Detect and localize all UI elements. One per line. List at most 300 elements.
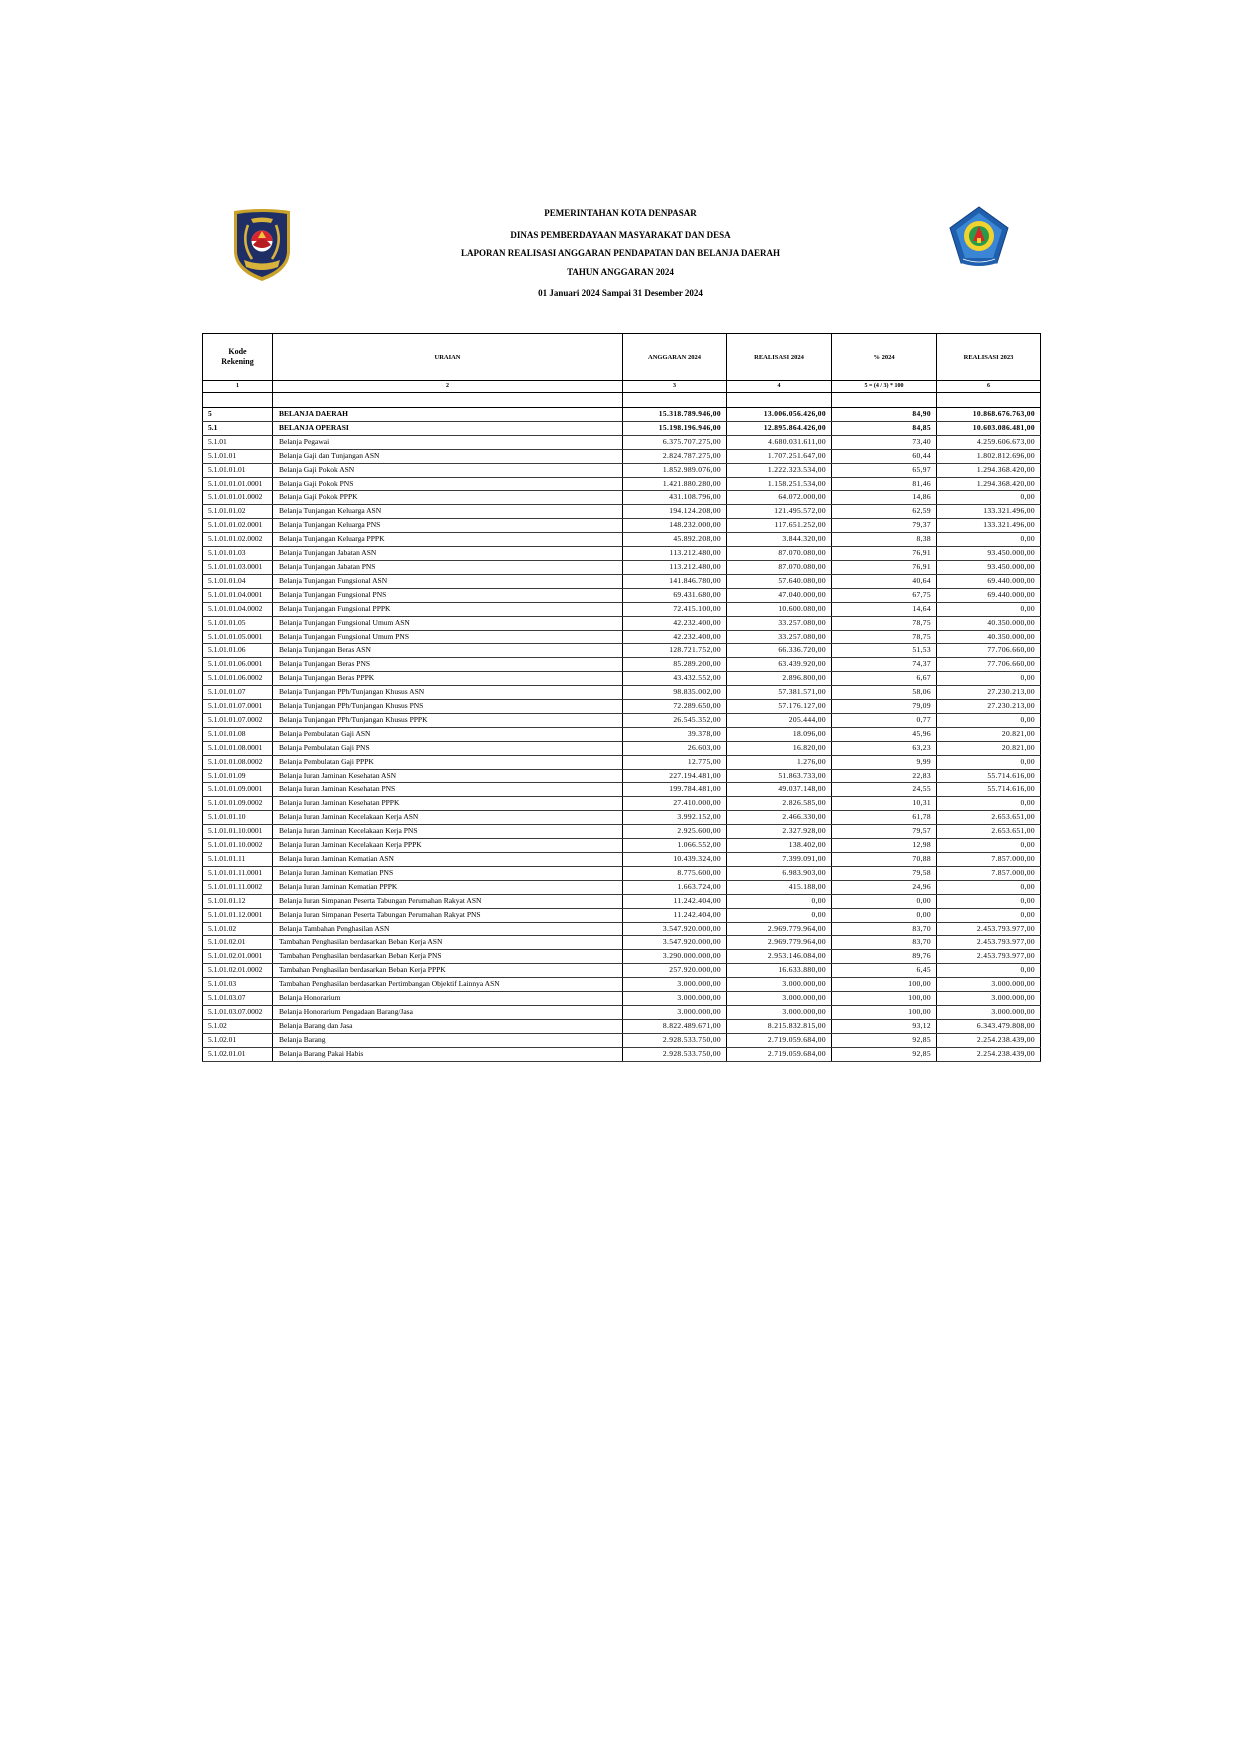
budget-2024-cell: 1.663.724,00: [623, 880, 727, 894]
percentage-2024-cell: 10,31: [832, 797, 937, 811]
government-name: PEMERINTAHAN KOTA DENPASAR: [544, 208, 697, 218]
realization-2023-cell: 7.857.000,00: [937, 866, 1041, 880]
column-number: 5 = (4 / 3) * 100: [832, 381, 937, 393]
table-row: [203, 491, 1041, 505]
agency-name: DINAS PEMBERDAYAAN MASYARAKAT DAN DESA: [510, 230, 731, 240]
realization-2024-cell: 16.633.880,00: [727, 964, 832, 978]
percentage-2024-cell: 40,64: [832, 574, 937, 588]
budget-2024-cell: 39.378,00: [623, 727, 727, 741]
realization-2023-cell: 55.714.616,00: [937, 783, 1041, 797]
realization-2023-cell: 1.294.368.420,00: [937, 477, 1041, 491]
percentage-2024-cell: 84,85: [832, 421, 937, 435]
realization-2023-cell: 6.343.479.808,00: [937, 1019, 1041, 1033]
realization-2024-cell: 0,00: [727, 908, 832, 922]
budget-2024-cell: 45.892.208,00: [623, 533, 727, 547]
description-cell: Belanja Honorarium: [273, 992, 623, 1006]
budget-2024-cell: 148.232.000,00: [623, 519, 727, 533]
description-cell: Belanja Iuran Jaminan Kesehatan ASN: [273, 769, 623, 783]
percentage-2024-cell: 70,88: [832, 853, 937, 867]
account-code-cell: 5.1.01.03.07.0002: [203, 1005, 273, 1019]
table-row: [203, 547, 1041, 561]
description-cell: Belanja Iuran Jaminan Kematian ASN: [273, 853, 623, 867]
realization-2024-cell: 63.439.920,00: [727, 658, 832, 672]
table-row: [203, 686, 1041, 700]
description-cell: Belanja Iuran Jaminan Kematian PPPK: [273, 880, 623, 894]
percentage-2024-cell: 0,00: [832, 908, 937, 922]
description-cell: Belanja Tunjangan Fungsional ASN: [273, 574, 623, 588]
report-title: LAPORAN REALISASI ANGGARAN PENDAPATAN DAN BELANJA DAERAH: [460, 248, 781, 258]
realization-2023-cell: 20.821,00: [937, 741, 1041, 755]
realization-2023-cell: 0,00: [937, 755, 1041, 769]
table-row: [203, 727, 1041, 741]
description-cell: Belanja Gaji Pokok ASN: [273, 463, 623, 477]
table-row: [203, 602, 1041, 616]
description-cell: Belanja Gaji dan Tunjangan ASN: [273, 449, 623, 463]
realization-2023-cell: 3.000.000,00: [937, 1005, 1041, 1019]
description-cell: Belanja Iuran Jaminan Kecelakaan Kerja PPPK: [273, 839, 623, 853]
fiscal-year: TAHUN ANGGARAN 2024: [567, 267, 674, 277]
budget-2024-cell: 43.432.552,00: [623, 672, 727, 686]
realization-2023-cell: 2.254.238.439,00: [937, 1047, 1041, 1061]
budget-2024-cell: 3.290.000.000,00: [623, 950, 727, 964]
realization-2024-cell: 13.006.056.426,00: [727, 408, 832, 422]
budget-2024-cell: 194.124.208,00: [623, 505, 727, 519]
realization-2024-cell: 121.495.572,00: [727, 505, 832, 519]
percentage-2024-cell: 79,57: [832, 825, 937, 839]
table-row: [203, 1005, 1041, 1019]
table-row: [203, 477, 1041, 491]
column-header-label: Kode Rekening: [221, 347, 254, 366]
percentage-2024-cell: 83,70: [832, 922, 937, 936]
budget-2024-cell: 3.547.920.000,00: [623, 922, 727, 936]
account-code-cell: 5.1.01.02.01: [203, 936, 273, 950]
realization-2024-cell: 415.188,00: [727, 880, 832, 894]
budget-2024-cell: 113.212.480,00: [623, 560, 727, 574]
column-header-budget-2024: ANGGARAN 2024: [623, 334, 727, 381]
table-row: [203, 533, 1041, 547]
budget-2024-cell: 11.242.404,00: [623, 908, 727, 922]
percentage-2024-cell: 24,96: [832, 880, 937, 894]
percentage-2024-cell: 74,37: [832, 658, 937, 672]
budget-2024-cell: 42.232.400,00: [623, 630, 727, 644]
account-code-cell: 5.1.01.02.01.0001: [203, 950, 273, 964]
account-code-cell: 5.1.01.03.07: [203, 992, 273, 1006]
realization-2024-cell: 12.895.864.426,00: [727, 421, 832, 435]
account-code-cell: 5.1.01.01.03.0001: [203, 560, 273, 574]
description-cell: Belanja Iuran Jaminan Kecelakaan Kerja ASN: [273, 811, 623, 825]
table-row: [203, 574, 1041, 588]
realization-2023-cell: 133.321.496,00: [937, 519, 1041, 533]
table-row: [203, 644, 1041, 658]
realization-2024-cell: 138.402,00: [727, 839, 832, 853]
realization-2024-cell: 2.466.330,00: [727, 811, 832, 825]
account-code-cell: 5.1.02.01.01: [203, 1047, 273, 1061]
description-cell: Belanja Tunjangan Beras ASN: [273, 644, 623, 658]
budget-2024-cell: 8.822.489.671,00: [623, 1019, 727, 1033]
description-cell: Belanja Tunjangan Jabatan ASN: [273, 547, 623, 561]
account-code-cell: 5.1.01.01.09: [203, 769, 273, 783]
description-cell: Belanja Gaji Pokok PPPK: [273, 491, 623, 505]
realization-2024-cell: 2.719.059.684,00: [727, 1047, 832, 1061]
table-row: [203, 825, 1041, 839]
realization-2023-cell: 40.350.000,00: [937, 616, 1041, 630]
realization-2023-cell: 0,00: [937, 797, 1041, 811]
realization-2024-cell: 1.158.251.534,00: [727, 477, 832, 491]
realization-2024-cell: 51.863.733,00: [727, 769, 832, 783]
account-code-cell: 5.1.01.01.02.0002: [203, 533, 273, 547]
realization-2024-cell: 7.399.091,00: [727, 853, 832, 867]
realization-2024-cell: 6.983.903,00: [727, 866, 832, 880]
realization-2023-cell: 55.714.616,00: [937, 769, 1041, 783]
account-code-cell: 5.1.01.01.04: [203, 574, 273, 588]
column-number: 1: [203, 381, 273, 393]
description-cell: Belanja Tunjangan Keluarga PNS: [273, 519, 623, 533]
description-cell: Belanja Pembulatan Gaji PNS: [273, 741, 623, 755]
realization-2023-cell: 7.857.000,00: [937, 853, 1041, 867]
budget-2024-cell: 257.920.000,00: [623, 964, 727, 978]
description-cell: Belanja Tunjangan Beras PNS: [273, 658, 623, 672]
realization-2024-cell: 64.072.000,00: [727, 491, 832, 505]
table-row: [203, 950, 1041, 964]
description-cell: Belanja Tambahan Penghasilan ASN: [273, 922, 623, 936]
table-row: [203, 936, 1041, 950]
table-row: [203, 839, 1041, 853]
percentage-2024-cell: 76,91: [832, 547, 937, 561]
description-cell: Belanja Barang Pakai Habis: [273, 1047, 623, 1061]
account-code-cell: 5.1.01.01.11.0002: [203, 880, 273, 894]
realization-2023-cell: 0,00: [937, 964, 1041, 978]
percentage-2024-cell: 12,98: [832, 839, 937, 853]
realization-2024-cell: 2.953.146.084,00: [727, 950, 832, 964]
realization-2023-cell: 0,00: [937, 672, 1041, 686]
description-cell: BELANJA OPERASI: [273, 421, 623, 435]
budget-2024-cell: 85.289.200,00: [623, 658, 727, 672]
account-code-cell: 5.1.01.01.01.0001: [203, 477, 273, 491]
account-code-cell: 5.1.01.01.08.0001: [203, 741, 273, 755]
column-header-realization-2023: REALISASI 2023: [937, 334, 1041, 381]
percentage-2024-cell: 63,23: [832, 741, 937, 755]
account-code-cell: 5.1.01.01.09.0002: [203, 797, 273, 811]
realization-2024-cell: 18.096,00: [727, 727, 832, 741]
realization-2024-cell: 2.896.800,00: [727, 672, 832, 686]
realization-2024-cell: 66.336.720,00: [727, 644, 832, 658]
percentage-2024-cell: 22,83: [832, 769, 937, 783]
table-row: [203, 755, 1041, 769]
table-row: [203, 560, 1041, 574]
budget-2024-cell: 6.375.707.275,00: [623, 435, 727, 449]
budget-2024-cell: 15.318.789.946,00: [623, 408, 727, 422]
budget-2024-cell: 3.000.000,00: [623, 992, 727, 1006]
table-row: [203, 449, 1041, 463]
account-code-cell: 5.1.01.02: [203, 922, 273, 936]
percentage-2024-cell: 78,75: [832, 616, 937, 630]
budget-2024-cell: 3.992.152,00: [623, 811, 727, 825]
description-cell: Tambahan Penghasilan berdasarkan Beban Kerja PNS: [273, 950, 623, 964]
column-number: 2: [273, 381, 623, 393]
account-code-cell: 5.1.01.01.07: [203, 686, 273, 700]
realization-2024-cell: 10.600.080,00: [727, 602, 832, 616]
budget-2024-cell: 199.784.481,00: [623, 783, 727, 797]
realization-2024-cell: 3.844.320,00: [727, 533, 832, 547]
description-cell: Belanja Iuran Simpanan Peserta Tabungan Perumahan Rakyat PNS: [273, 908, 623, 922]
realization-2024-cell: 1.707.251.647,00: [727, 449, 832, 463]
column-number: 3: [623, 381, 727, 393]
percentage-2024-cell: 78,75: [832, 630, 937, 644]
percentage-2024-cell: 8,38: [832, 533, 937, 547]
realization-2024-cell: 87.070.080,00: [727, 547, 832, 561]
column-number-row: [203, 381, 1041, 393]
description-cell: Belanja Honorarium Pengadaan Barang/Jasa: [273, 1005, 623, 1019]
realization-2024-cell: 2.327.928,00: [727, 825, 832, 839]
percentage-2024-cell: 100,00: [832, 978, 937, 992]
account-code-cell: 5.1.01.01.01: [203, 463, 273, 477]
account-code-cell: 5.1: [203, 421, 273, 435]
realization-2024-cell: 57.381.571,00: [727, 686, 832, 700]
realization-2023-cell: 0,00: [937, 602, 1041, 616]
realization-2023-cell: 0,00: [937, 713, 1041, 727]
percentage-2024-cell: 14,86: [832, 491, 937, 505]
realization-2023-cell: 4.259.606.673,00: [937, 435, 1041, 449]
percentage-2024-cell: 73,40: [832, 435, 937, 449]
report-period: 01 Januari 2024 Sampai 31 Desember 2024: [538, 288, 703, 298]
realization-2023-cell: 2.453.793.977,00: [937, 950, 1041, 964]
budget-realization-table: [202, 333, 1041, 1062]
table-row: [203, 992, 1041, 1006]
realization-2023-cell: 69.440.000,00: [937, 574, 1041, 588]
account-code-cell: 5.1.01.01.08: [203, 727, 273, 741]
percentage-2024-cell: 84,90: [832, 408, 937, 422]
column-header-account-code: [203, 334, 273, 381]
percentage-2024-cell: 60,44: [832, 449, 937, 463]
description-cell: Belanja Tunjangan PPh/Tunjangan Khusus PNS: [273, 700, 623, 714]
table-header-row: [203, 334, 1041, 381]
account-code-cell: 5.1.01.01.06.0002: [203, 672, 273, 686]
description-cell: Belanja Barang dan Jasa: [273, 1019, 623, 1033]
table-row: [203, 1047, 1041, 1061]
realization-2024-cell: 3.000.000,00: [727, 1005, 832, 1019]
budget-2024-cell: 227.194.481,00: [623, 769, 727, 783]
table-row: [203, 505, 1041, 519]
realization-2024-cell: 205.444,00: [727, 713, 832, 727]
column-header-description: URAIAN: [273, 334, 623, 381]
percentage-2024-cell: 51,53: [832, 644, 937, 658]
description-cell: Belanja Tunjangan Beras PPPK: [273, 672, 623, 686]
table-row: [203, 672, 1041, 686]
realization-2023-cell: 27.230.213,00: [937, 686, 1041, 700]
realization-2024-cell: 49.037.148,00: [727, 783, 832, 797]
account-code-cell: 5: [203, 408, 273, 422]
realization-2023-cell: 3.000.000,00: [937, 978, 1041, 992]
percentage-2024-cell: 79,37: [832, 519, 937, 533]
realization-2024-cell: 117.651.252,00: [727, 519, 832, 533]
table-row: [203, 630, 1041, 644]
column-header-percentage-2024: % 2024: [832, 334, 937, 381]
account-code-cell: 5.1.01.01.06: [203, 644, 273, 658]
budget-2024-cell: 15.198.196.946,00: [623, 421, 727, 435]
account-code-cell: 5.1.01.01.04.0001: [203, 588, 273, 602]
table-row: [203, 922, 1041, 936]
account-code-cell: 5.1.01.01.04.0002: [203, 602, 273, 616]
percentage-2024-cell: 81,46: [832, 477, 937, 491]
account-code-cell: 5.1.01.01.12.0001: [203, 908, 273, 922]
budget-2024-cell: 27.410.000,00: [623, 797, 727, 811]
realization-2023-cell: 1.294.368.420,00: [937, 463, 1041, 477]
percentage-2024-cell: 83,70: [832, 936, 937, 950]
table-row: [203, 588, 1041, 602]
table-row: [203, 408, 1041, 422]
table-row: [203, 1019, 1041, 1033]
description-cell: Belanja Iuran Jaminan Kecelakaan Kerja PNS: [273, 825, 623, 839]
account-code-cell: 5.1.01.01.11.0001: [203, 866, 273, 880]
table-row: [203, 964, 1041, 978]
realization-2023-cell: 40.350.000,00: [937, 630, 1041, 644]
budget-2024-cell: 1.066.552,00: [623, 839, 727, 853]
column-number: 4: [727, 381, 832, 393]
account-code-cell: 5.1.01.01.07.0002: [203, 713, 273, 727]
table-row: [203, 421, 1041, 435]
account-code-cell: 5.1.01.01.02.0001: [203, 519, 273, 533]
realization-2023-cell: 2.453.793.977,00: [937, 922, 1041, 936]
account-code-cell: 5.1.01.01.12: [203, 894, 273, 908]
realization-2024-cell: 2.719.059.684,00: [727, 1033, 832, 1047]
realization-2023-cell: 0,00: [937, 533, 1041, 547]
realization-2023-cell: 0,00: [937, 839, 1041, 853]
table-row: [203, 616, 1041, 630]
percentage-2024-cell: 61,78: [832, 811, 937, 825]
budget-2024-cell: 431.108.796,00: [623, 491, 727, 505]
account-code-cell: 5.1.01.03: [203, 978, 273, 992]
realization-2023-cell: 1.802.812.696,00: [937, 449, 1041, 463]
table-row: [203, 769, 1041, 783]
budget-2024-cell: 2.925.600,00: [623, 825, 727, 839]
budget-2024-cell: 113.212.480,00: [623, 547, 727, 561]
description-cell: Belanja Barang: [273, 1033, 623, 1047]
table-row: [203, 811, 1041, 825]
description-cell: Belanja Gaji Pokok PNS: [273, 477, 623, 491]
realization-2023-cell: 93.450.000,00: [937, 560, 1041, 574]
percentage-2024-cell: 24,55: [832, 783, 937, 797]
realization-2024-cell: 47.040.000,00: [727, 588, 832, 602]
budget-2024-cell: 72.415.100,00: [623, 602, 727, 616]
table-row: [203, 880, 1041, 894]
description-cell: Belanja Tunjangan Jabatan PNS: [273, 560, 623, 574]
table-row: [203, 853, 1041, 867]
description-cell: Belanja Pembulatan Gaji ASN: [273, 727, 623, 741]
percentage-2024-cell: 14,64: [832, 602, 937, 616]
percentage-2024-cell: 76,91: [832, 560, 937, 574]
percentage-2024-cell: 58,06: [832, 686, 937, 700]
percentage-2024-cell: 6,45: [832, 964, 937, 978]
account-code-cell: 5.1.01.02.01.0002: [203, 964, 273, 978]
table-row: [203, 908, 1041, 922]
description-cell: Belanja Tunjangan PPh/Tunjangan Khusus PPPK: [273, 713, 623, 727]
realization-2023-cell: 0,00: [937, 894, 1041, 908]
budget-2024-cell: 42.232.400,00: [623, 616, 727, 630]
realization-2024-cell: 57.640.080,00: [727, 574, 832, 588]
table-row: [203, 700, 1041, 714]
description-cell: Belanja Tunjangan Keluarga PPPK: [273, 533, 623, 547]
realization-2024-cell: 4.680.031.611,00: [727, 435, 832, 449]
realization-2024-cell: 87.070.080,00: [727, 560, 832, 574]
table-row: [203, 713, 1041, 727]
account-code-cell: 5.1.01.01: [203, 449, 273, 463]
account-code-cell: 5.1.01.01.05.0001: [203, 630, 273, 644]
account-code-cell: 5.1.01: [203, 435, 273, 449]
budget-2024-cell: 3.000.000,00: [623, 978, 727, 992]
realization-2024-cell: 3.000.000,00: [727, 992, 832, 1006]
description-cell: BELANJA DAERAH: [273, 408, 623, 422]
percentage-2024-cell: 100,00: [832, 992, 937, 1006]
realization-2024-cell: 2.826.585,00: [727, 797, 832, 811]
budget-2024-cell: 72.289.650,00: [623, 700, 727, 714]
percentage-2024-cell: 92,85: [832, 1033, 937, 1047]
description-cell: Belanja Iuran Jaminan Kesehatan PPPK: [273, 797, 623, 811]
percentage-2024-cell: 62,59: [832, 505, 937, 519]
table-row: [203, 519, 1041, 533]
realization-2023-cell: 10.603.086.481,00: [937, 421, 1041, 435]
percentage-2024-cell: 6,67: [832, 672, 937, 686]
description-cell: Belanja Tunjangan Fungsional PPPK: [273, 602, 623, 616]
account-code-cell: 5.1.02: [203, 1019, 273, 1033]
description-cell: Belanja Tunjangan Fungsional Umum PNS: [273, 630, 623, 644]
realization-2023-cell: 0,00: [937, 908, 1041, 922]
realization-2023-cell: 77.706.660,00: [937, 644, 1041, 658]
percentage-2024-cell: 93,12: [832, 1019, 937, 1033]
percentage-2024-cell: 67,75: [832, 588, 937, 602]
percentage-2024-cell: 65,97: [832, 463, 937, 477]
table-row: [203, 1033, 1041, 1047]
description-cell: Belanja Iuran Simpanan Peserta Tabungan Perumahan Rakyat ASN: [273, 894, 623, 908]
percentage-2024-cell: 79,58: [832, 866, 937, 880]
account-code-cell: 5.1.01.01.11: [203, 853, 273, 867]
realization-2023-cell: 2.254.238.439,00: [937, 1033, 1041, 1047]
column-header-realization-2024: REALISASI 2024: [727, 334, 832, 381]
budget-2024-cell: 10.439.324,00: [623, 853, 727, 867]
realization-2024-cell: 33.257.080,00: [727, 616, 832, 630]
realization-2024-cell: 2.969.779.964,00: [727, 936, 832, 950]
table-row: [203, 866, 1041, 880]
account-code-cell: 5.1.01.01.06.0001: [203, 658, 273, 672]
table-row: [203, 435, 1041, 449]
percentage-2024-cell: 79,09: [832, 700, 937, 714]
realization-2024-cell: 1.222.323.534,00: [727, 463, 832, 477]
budget-2024-cell: 8.775.600,00: [623, 866, 727, 880]
table-row: [203, 741, 1041, 755]
account-code-cell: 5.1.01.01.01.0002: [203, 491, 273, 505]
realization-2023-cell: 133.321.496,00: [937, 505, 1041, 519]
realization-2023-cell: 77.706.660,00: [937, 658, 1041, 672]
budget-2024-cell: 2.824.787.275,00: [623, 449, 727, 463]
description-cell: Belanja Tunjangan Fungsional PNS: [273, 588, 623, 602]
percentage-2024-cell: 89,76: [832, 950, 937, 964]
realization-2023-cell: 27.230.213,00: [937, 700, 1041, 714]
budget-2024-cell: 141.846.780,00: [623, 574, 727, 588]
description-cell: Belanja Tunjangan Keluarga ASN: [273, 505, 623, 519]
account-code-cell: 5.1.01.01.10: [203, 811, 273, 825]
description-cell: Tambahan Penghasilan berdasarkan Pertimbangan Objektif Lainnya ASN: [273, 978, 623, 992]
realization-2023-cell: 0,00: [937, 491, 1041, 505]
table-row: [203, 658, 1041, 672]
percentage-2024-cell: 45,96: [832, 727, 937, 741]
table-body: [203, 408, 1041, 1062]
realization-2024-cell: 0,00: [727, 894, 832, 908]
account-code-cell: 5.1.01.01.02: [203, 505, 273, 519]
percentage-2024-cell: 9,99: [832, 755, 937, 769]
budget-2024-cell: 2.928.533.750,00: [623, 1047, 727, 1061]
realization-2023-cell: 20.821,00: [937, 727, 1041, 741]
percentage-2024-cell: 0,77: [832, 713, 937, 727]
table-row: [203, 894, 1041, 908]
